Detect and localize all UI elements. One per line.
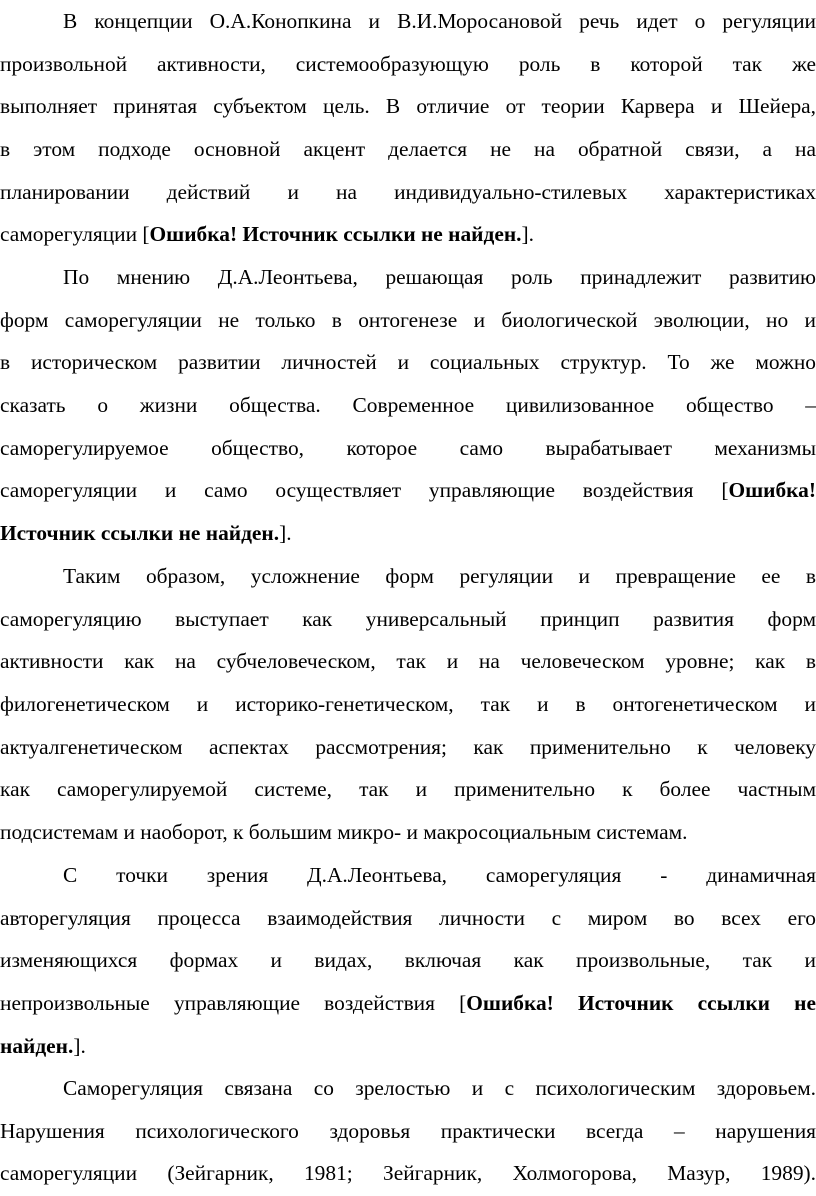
text-line: саморегуляции (Зейгарник, 1981; Зейгарник, Холмогорова, Мазур, 1989). <box>0 1161 816 1186</box>
reference-error: Ошибка! Источник ссылки не <box>466 991 816 1016</box>
text-line: сказать о жизни общества. Современное цивилизованное общество – <box>0 393 816 418</box>
text-line: филогенетическом и историко-генетическом, так и в онтогенетическом и <box>0 692 816 717</box>
text-line: Таким образом, усложнение форм регуляции и превращение ее в <box>63 564 816 588</box>
text-line <box>0 1025 816 1068</box>
paragraph-2 <box>0 256 816 555</box>
text-fragment: ]. <box>73 1033 86 1058</box>
text-line: С точки зрения Д.А.Леонтьева, саморегуляция - динамичная <box>63 863 816 887</box>
text-line: в историческом развитии личностей и социальных структур. То же можно <box>0 350 816 375</box>
text-line: саморегулируемое общество, которое само вырабатывает механизмы <box>0 435 816 460</box>
text-line <box>0 213 816 256</box>
text-line: как саморегулируемой системе, так и применительно к более частным <box>0 777 816 802</box>
text-fragment: ]. <box>521 222 534 247</box>
text-line: Нарушения психологического здоровья практически всегда – нарушения <box>0 1118 816 1143</box>
text-line <box>0 469 816 512</box>
paragraph-4 <box>0 854 816 1067</box>
text-line: произвольной активности, системообразующую роль в которой так же <box>0 51 816 76</box>
text-line <box>0 982 816 1025</box>
text-line: По мнению Д.А.Леонтьева, решающая роль принадлежит развитию <box>63 265 816 289</box>
paragraph-1 <box>0 0 816 256</box>
reference-error: Ошибка! <box>728 478 816 503</box>
text-line: авторегуляция процесса взаимодействия личности с миром во всех его <box>0 905 816 930</box>
text-line: изменяющихся формах и видах, включая как произвольные, так и <box>0 948 816 973</box>
reference-error: Ошибка! Источник ссылки не найден. <box>149 222 522 247</box>
text-line: планировании действий и на индивидуально-стилевых характеристиках <box>0 179 816 204</box>
text-line: саморегуляцию выступает как универсальный принцип развития форм <box>0 606 816 631</box>
text-line: В концепции О.А.Конопкина и В.И.Моросановой речь идет о регуляции <box>63 9 816 33</box>
text-line <box>0 512 816 555</box>
text-fragment: ]. <box>279 521 292 546</box>
text-line: активности как на субчеловеческом, так и на человеческом уровне; как в <box>0 649 816 674</box>
text-line: подсистемам и наоборот, к большим микро- и макросоциальным системам. <box>0 820 688 845</box>
paragraph-3 <box>0 555 816 854</box>
text-fragment: саморегуляции и само осуществляет управляющие воздействия [ <box>0 478 729 503</box>
text-line: Саморегуляция связана со зрелостью и с психологическим здоровьем. <box>63 1076 816 1100</box>
reference-error: Источник ссылки не найден. <box>0 521 280 546</box>
text-line: актуалгенетическом аспектах рассмотрения; как применительно к человеку <box>0 734 816 759</box>
text-line: в этом подходе основной акцент делается не на обратной связи, а на <box>0 137 816 162</box>
text-line: форм саморегуляции не только в онтогенезе и биологической эволюции, но и <box>0 307 816 332</box>
text-line: выполняет принятая субъектом цель. В отличие от теории Карвера и Шейера, <box>0 94 816 119</box>
text-fragment: непроизвольные управляющие воздействия [ <box>0 991 467 1016</box>
text-fragment: саморегуляции [ <box>0 222 150 247</box>
paragraph-5 <box>0 1067 816 1195</box>
reference-error: найден. <box>0 1033 74 1058</box>
